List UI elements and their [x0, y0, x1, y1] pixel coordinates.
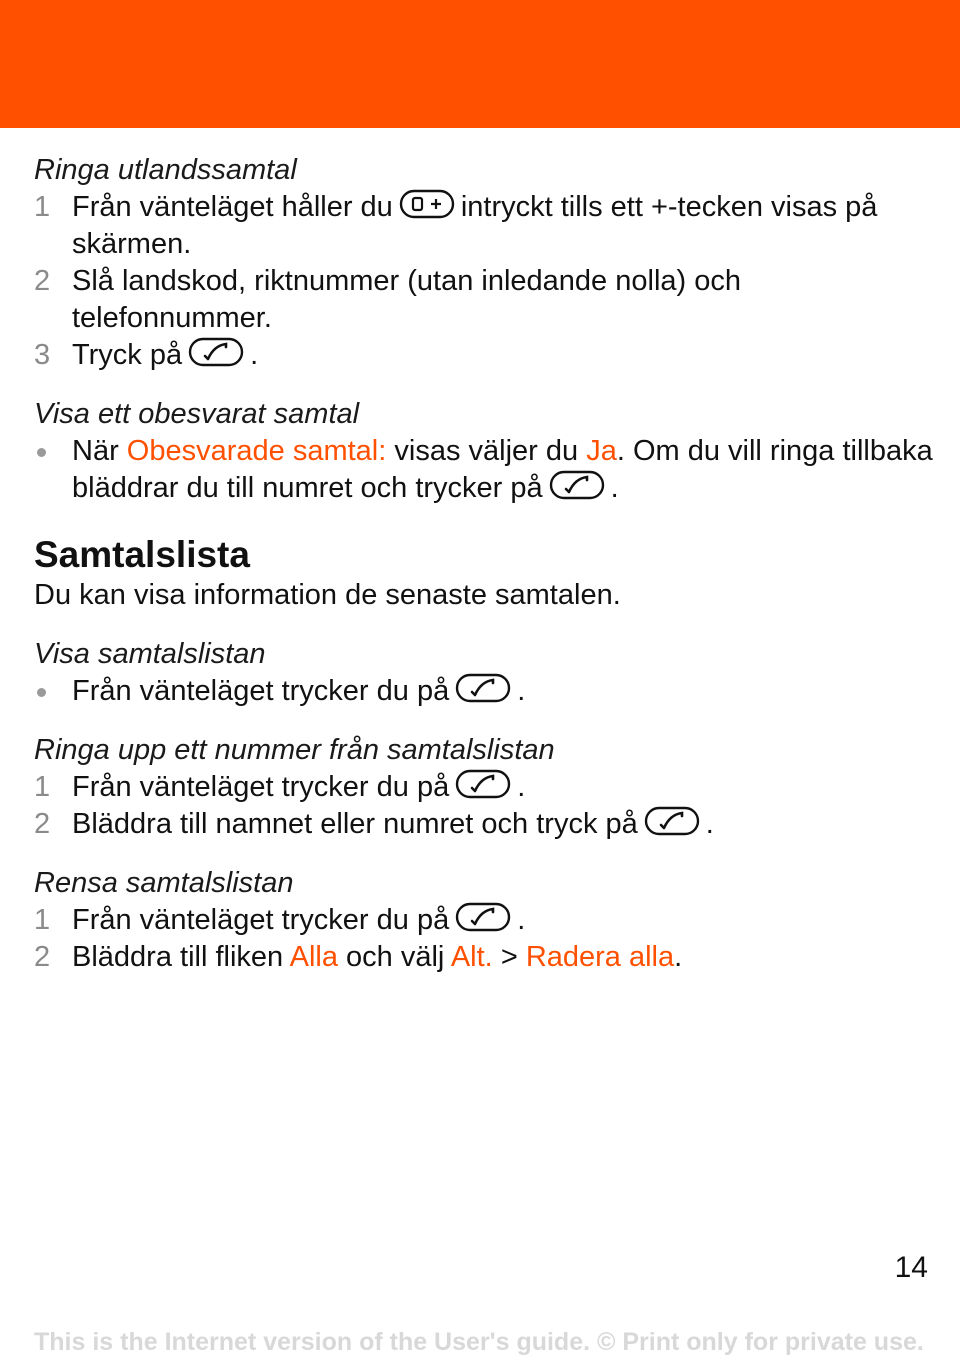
step-number: 1	[34, 191, 51, 223]
bullet-text: Från vänteläget trycker du på	[72, 675, 450, 707]
subheading-clear-call-list: Rensa samtalslistan	[34, 867, 294, 899]
step-text: .	[705, 808, 714, 840]
section-intro: Du kan visa information de senaste samtalen.	[34, 579, 621, 611]
section-heading-call-list: Samtalslista	[34, 534, 250, 575]
step-number: 3	[34, 339, 51, 371]
bullet-text: .	[517, 675, 526, 707]
step-text: .	[250, 339, 259, 371]
step-text: Bläddra till namnet eller numret och tryck på	[72, 808, 638, 840]
step-text: intryckt tills ett +-tecken visas på skärmen.	[72, 191, 878, 260]
step-number: 2	[34, 941, 51, 973]
step-text: Från vänteläget trycker du på	[72, 771, 450, 803]
menu-term-yes: Ja	[586, 435, 617, 467]
step-text: .	[674, 941, 683, 973]
page-content	[34, 152, 934, 976]
call-key-icon	[455, 769, 511, 799]
step-number: 2	[34, 808, 51, 840]
call-key-icon	[455, 673, 511, 703]
step-text: .	[517, 904, 526, 936]
bullet-dot	[37, 688, 46, 697]
top-orange-band	[0, 0, 960, 128]
step-text: Bläddra till fliken	[72, 941, 284, 973]
bullet-text: .	[610, 472, 619, 504]
subheading-international-call: Ringa utlandssamtal	[34, 154, 297, 186]
step-3	[34, 337, 934, 374]
subheading-call-from-list: Ringa upp ett nummer från samtalslistan	[34, 734, 555, 766]
step-text: Från vänteläget håller du	[72, 191, 393, 223]
step-text: Från vänteläget trycker du på	[72, 904, 450, 936]
step-1	[34, 769, 934, 806]
bullet-text: visas väljer du	[394, 435, 579, 467]
bullet-dot	[37, 448, 46, 457]
call-key-icon	[188, 337, 244, 367]
zero-plus-key-icon	[399, 189, 455, 219]
footer-notice: This is the Internet version of the User's guide. © Print only for private use.	[34, 1328, 924, 1356]
menu-term-delete-all: Radera alla	[525, 941, 675, 973]
step-1	[34, 189, 934, 263]
bullet-text: När	[72, 435, 119, 467]
step-2	[34, 806, 934, 843]
menu-term-all: Alla	[289, 941, 338, 973]
step-2	[34, 263, 934, 337]
call-key-icon	[549, 470, 605, 500]
subheading-view-call-list: Visa samtalslistan	[34, 638, 266, 670]
step-number: 2	[34, 265, 51, 297]
bullet-item	[34, 433, 934, 507]
step-text: >	[500, 941, 518, 973]
step-2	[34, 939, 934, 976]
step-text: Tryck på	[72, 339, 183, 371]
bullet-item	[34, 673, 934, 710]
step-text: Slå landskod, riktnummer (utan inledande nolla) och telefonnummer.	[72, 265, 741, 334]
step-1	[34, 902, 934, 939]
step-text: .	[517, 771, 526, 803]
call-key-icon	[644, 806, 700, 836]
menu-term-options: Alt.	[450, 941, 493, 973]
menu-term-missed-calls: Obesvarade samtal:	[126, 435, 387, 467]
page-number: 14	[894, 1251, 928, 1284]
bullet-text: . Om du vill ringa tillbaka bläddrar du till numret och trycker på	[72, 435, 933, 504]
subheading-missed-call: Visa ett obesvarat samtal	[34, 398, 360, 430]
step-number: 1	[34, 771, 51, 803]
step-number: 1	[34, 904, 51, 936]
step-text: och välj	[346, 941, 445, 973]
call-key-icon	[455, 902, 511, 932]
